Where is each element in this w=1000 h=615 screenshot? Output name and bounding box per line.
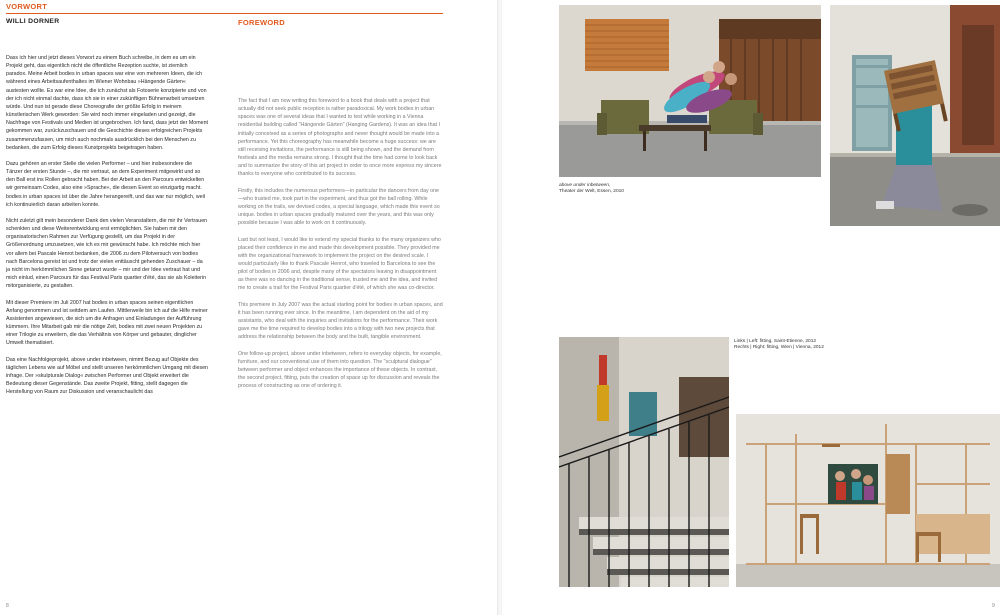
caption-above-under-inbetween — [559, 183, 624, 196]
german-paragraph: Mit dieser Premiere im Juli 2007 hat bodies in urban spaces seinen eigentlichen Anfang genommen und ist seitdem am Laufen. Mittlerweile bin ich auf die Hilfe meiner Assistenten angewiesen, die sich um die Anfragen und Einladungen der Aufführung kümmern. Ihre Mitarbeit gab mir die nötige Zeit, bodies mit zwei neuen Projekten zu einer Trilogie zu erweitern, die das Verhältnis von Körper und gebauter, dinglicher Umwelt thematisiert. — [6, 299, 208, 347]
caption-top-line-2: Theater der Welt, Essen, 2010 — [559, 189, 624, 195]
german-paragraph: Das eine Nachfolgeprojekt, above under inbetween, nimmt Bezug auf Objekte des täglichen Lebens wie auf Möbel und stellt unseren herkömmlichen Umgang mit diesen infrage. Der »skulpturale Dialog« zwischen Performer und Objekt erweitert die Bedeutung dieser Gegenstände. Das zweite Projekt, fitting, stellt dagegen die Herstellung von Raum zur Diskussion und veranschaulicht das — [6, 356, 208, 396]
english-paragraph: Last but not least, I would like to extend my special thanks to the many organizers who placed their confidence in me and made this development possible. They provided me with the organizational framework to implement the project on the desired scale. I would particularly like to thank Pascale Henrot, who traveled to Barcelona to see the pilot of bodies in 2006 and, despite many of the spectators leaving in disappointment as there was no dancing in the traditional sense, trusted me and the idea, and invited me to create a trail for the Festival Paris quartier d'été, of which she was co-director. — [238, 236, 441, 292]
caption-mid-line-2: Rechts | Right: fitting, Wien | Vienna, 2012 — [734, 345, 824, 351]
photo-street-sofa-performers — [559, 5, 821, 177]
english-paragraph: The fact that I am now writing this foreword to a book that deals with a project that actually did not seek public reception is rather paradoxical. My work bodies in urban spaces was one of several ideas that I wanted to test while working in a Vienna residential building called "Hängende Gärten" (Hanging Gardens). It was an idea that I initially conceived as a series of photographs and never thought would be made into a performance. Yet this choreography has meanwhile become a huge success: we are still receiving invitations, the performance is still being shown, and the demand from festivals and the media remains strong. I thought that the time had come to look back and to summarize the story of this art project in order to once more express my sincere thanks to everyone who contributed to its success. — [238, 98, 442, 178]
right-page — [502, 0, 1000, 615]
heading-rule — [6, 13, 443, 14]
caption-top-line-1: above under inbetween, — [559, 183, 611, 188]
section-heading-english: FOREWORD — [238, 18, 285, 27]
english-paragraph: Firstly, this includes the numerous performers—in particular the dancers from day one—who trusted me, took part in the experiment, and thus got the ball rolling. While working on the trails, we devised codes, a special language, which made this event so unique. bodies in urban spaces gradually matured over the years, and this was only possible because I was able to work on it continuously. — [238, 187, 440, 227]
german-paragraph: Dazu gehören an erster Stelle die vielen Performer – und hier insbesondere die Tänzer der ersten Stunde –, die mir vertraut, an dem Experiment mitgewirkt und so den Ball erst ins Rollen gebracht haben. Bei der Arbeit an den Parcours entwickelten wir gemeinsam Codes, also eine »Sprache«, die diesen Event so einzigartig macht. bodies in urban spaces ist über die Jahre herangereift, und das war nur möglich, weil ich kontinuierlich daran arbeiten konnte. — [6, 160, 206, 208]
photo-stairs-fitting — [559, 337, 729, 587]
page-number-right: 9 — [992, 603, 995, 609]
author-name: WILLI DORNER — [6, 18, 60, 25]
english-text-column — [238, 97, 443, 398]
german-paragraph: Dass ich hier und jetzt dieses Vorwort zu einem Buch schreibe, in dem es um ein Projekt geht, das eigentlich nicht die öffentliche Rezeption suchte, ist ziemlich paradox. Meine Arbeit bodies in urban spaces war eine von mehreren Ideen, die ich während eines Arbeitsaufenthaltes im Wiener Wohnbau »Hängende Gärten« austesten wollte. Es war eine Idee, die ich zunächst als Fotoserie konzipierte und von der ich nicht einmal dachte, dass ich sie in einer zukünftigen Bühnenarbeit umsetzen würde. Und nun ist gerade diese Choreografie der größte Erfolg in meinem künstlerischen Werk geworden: Sie wird noch immer eingeladen und gezeigt, die Nachfrage von Festivals und Medien ist ungebrochen. Ich fand, dass jetzt der Moment gekommen war, zurückzuschauen und die Geschichte dieses erfolgreichen Projekts zusammenzufassen, um mich auch nochmals ausdrücklich bei den Menschen zu bedanken, die zum Erfolg dieses Kunstprojekts beigetragen haben. — [6, 55, 208, 151]
caption-mid-line-1: Links | Left: fitting, Saint-Etienne, 2012 — [734, 339, 817, 344]
section-heading-german: VORWORT — [6, 2, 48, 11]
english-paragraph: This premiere in July 2007 was the actual starting point for bodies in urban spaces, and it has been running ever since. In the meantime, I am dependent on the aid of my assistants, who deal with the inquiries and invitations for the performance. Their work gave me the time required to develop bodies into a trilogy with two new projects that address the relationship between the body and the built, tangible environment. — [238, 301, 443, 341]
german-text-column — [6, 54, 208, 404]
english-paragraph: One follow-up project, above under inbetween, refers to everyday objects, for example, furniture, and our conventional use of them into question. The "sculptural dialogue" between performer and object enhances the importance of these objects. In contrast, the second project, fitting, puts the creation of space up for discussion and reveals the process of constructing as one of ordering it. — [238, 350, 442, 390]
left-page — [0, 0, 498, 615]
photo-chair-on-head — [830, 5, 1000, 226]
photo-wooden-construction — [736, 414, 1000, 587]
page-number-left: 8 — [6, 603, 9, 609]
german-paragraph: Nicht zuletzt gilt mein besonderer Dank den vielen Veranstaltern, die mir ihr Vertrauen schenkten und diese Weiterentwicklung erst ermöglichten. Sie haben mir den organisatorischen Rahmen zur Verfügung gestellt, um das Projekt in der Größenordnung umzusetzen, wie ich es mir gewünscht habe. Ich möchte mich hier vor allem bei Pascale Henrot bedanken, die 2006 zu dem Pilotversuch von bodies nach Barcelona gereist ist und trotz der vielen enttäuscht gehenden Zuschauer – da ja nicht im herkömmlichen Sinne getanzt wurde – mir und der Idee vertraut hat und mich einlud, einen Parcours für das Festival Paris quartier d'été, das sie als Koleiterin mitorganisierte, zu gestalten. — [6, 218, 208, 290]
caption-fitting — [734, 339, 824, 352]
